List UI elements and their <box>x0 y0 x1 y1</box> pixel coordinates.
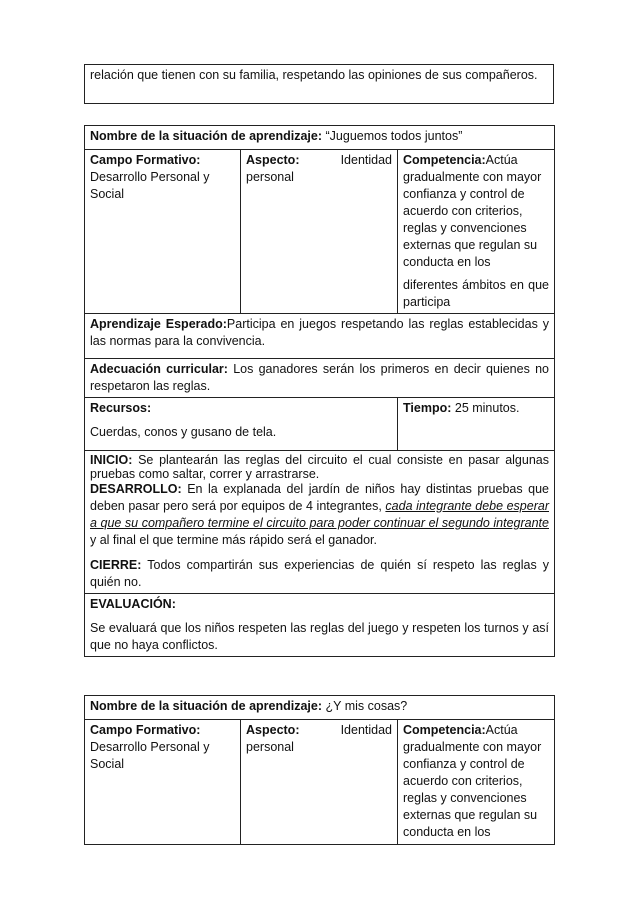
previous-table-continuation <box>84 64 554 104</box>
aspecto-label: Aspecto: <box>246 153 300 167</box>
previous-text: relación que tienen con su familia, respetando las opiniones de sus compañeros. <box>85 65 554 104</box>
competencia-cell <box>398 150 555 314</box>
desarrollo-paragraph <box>90 481 549 549</box>
campo-value: Desarrollo Personal y Social <box>90 170 210 201</box>
campo-formativo-cell <box>85 150 241 314</box>
situation-title-row <box>85 126 555 150</box>
aprendizaje-label: Aprendizaje Esperado: <box>90 317 227 331</box>
tiempo-cell <box>398 398 555 451</box>
cierre-value: Todos compartirán sus experiencias de quién sí respeto las reglas y quién no. <box>90 558 549 589</box>
recursos-label: Recursos: <box>90 401 152 415</box>
aspecto-cell <box>241 150 398 314</box>
desarrollo-value-a: En la explanada del jardín de niños hay distintas pruebas que deben pasar pero será por equipos de 4 integrantes, <box>90 482 549 513</box>
aspecto-cell-2 <box>241 720 398 845</box>
campo-formativo-cell-2 <box>85 720 241 845</box>
situation-label: Nombre de la situación de aprendizaje: <box>90 129 323 143</box>
situation-label-2: Nombre de la situación de aprendizaje: <box>90 699 323 713</box>
aspecto-value-1: Identidad <box>340 153 392 167</box>
cierre-label: CIERRE: <box>90 558 142 572</box>
desarrollo-label: DESARROLLO: <box>90 482 182 496</box>
desarrollo-value-b: y al final el que termine más rápido será el ganador. <box>90 533 377 547</box>
situation-title-row-2 <box>85 696 555 720</box>
situation-table-1 <box>84 125 555 657</box>
aprendizaje-row <box>85 314 555 359</box>
competencia-value-2: diferentes ámbitos en que participa <box>403 278 549 309</box>
campo-value-2: Desarrollo Personal y Social <box>90 740 210 771</box>
competencia-label-2: Competencia: <box>403 723 486 737</box>
aspecto-label-2: Aspecto: <box>246 723 300 737</box>
recursos-cell <box>85 398 398 451</box>
evaluacion-label: EVALUACIÓN: <box>90 597 176 611</box>
tiempo-value: 25 minutos. <box>451 401 520 415</box>
aspecto-value-2-2: personal <box>246 740 294 754</box>
competencia-cell-2 <box>398 720 555 845</box>
inicio-value: Se plantearán las reglas del circuito el cual consiste en pasar algunas pruebas como saltar, correr y arrastrarse. <box>90 453 549 481</box>
situation-name: “Juguemos todos juntos” <box>325 129 463 143</box>
competencia-value-2b: Actúa gradualmente con mayor confianza y control de acuerdo con criterios, reglas y convenciones externas que regulan su conducta en los <box>403 723 542 839</box>
cierre-paragraph <box>90 557 549 591</box>
inicio-paragraph <box>90 453 549 481</box>
competencia-label: Competencia: <box>403 153 486 167</box>
situation-table-2 <box>84 695 555 845</box>
evaluacion-row <box>85 594 555 657</box>
desarrollo-value-underlined: cada integrante debe esperar a que su compañero termine el circuito para poder continuar el segundo integrante <box>90 499 549 530</box>
inicio-label: INICIO: <box>90 453 133 467</box>
adecuacion-label: Adecuación curricular: <box>90 362 228 376</box>
adecuacion-row <box>85 359 555 398</box>
tiempo-label: Tiempo: <box>403 401 452 415</box>
aspecto-value-1-2: Identidad <box>340 723 392 737</box>
competencia-value: Actúa gradualmente con mayor confianza y control de acuerdo con criterios, reglas y convenciones externas que regulan su conducta en los <box>403 153 542 269</box>
campo-label: Campo Formativo: <box>90 153 201 167</box>
situation-name-2: ¿Y mis cosas? <box>322 699 408 713</box>
aprendizaje-value: Participa en juegos respetando las reglas establecidas y las normas para la convivencia. <box>90 317 550 348</box>
secuencia-row <box>85 451 555 594</box>
adecuacion-value: Los ganadores serán los primeros en decir quienes no respetaron las reglas. <box>90 362 549 393</box>
evaluacion-value: Se evaluará que los niños respeten las reglas del juego y respeten los turnos y así que no haya conflictos. <box>90 621 549 652</box>
campo-label-2: Campo Formativo: <box>90 723 201 737</box>
aspecto-value-2: personal <box>246 170 294 184</box>
recursos-value: Cuerdas, conos y gusano de tela. <box>90 425 277 439</box>
